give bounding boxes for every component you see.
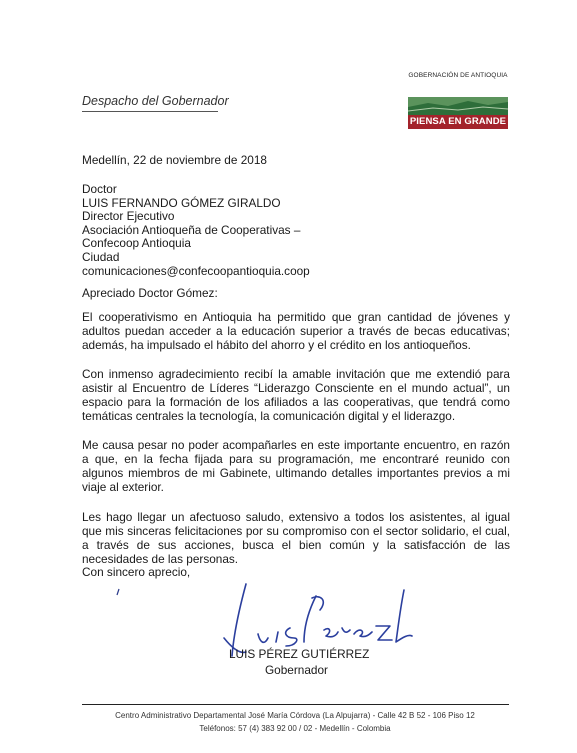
government-name: GOBERNACIÓN DE ANTIOQUIA [408,72,508,79]
logo-green-band [408,97,508,115]
footer-address: Centro Administrativo Departamental José María Córdova (La Alpujarra) - Calle 42 B 52 - 106 Piso 12 [115,711,475,720]
recipient-email: comunicaciones@confecoopantioquia.coop [82,263,310,278]
recipient-line: Asociación Antioqueña de Cooperativas – [82,222,301,237]
salutation: Apreciado Doctor Gómez: [82,286,218,300]
government-logo [408,97,508,133]
footer-divider [82,704,509,705]
office-title: Despacho del Gobernador [82,94,229,108]
recipient-line: Director Ejecutivo [82,209,175,224]
letter-date: Medellín, 22 de noviembre de 2018 [82,153,267,167]
recipient-line: Confecoop Antioquia [82,236,191,251]
recipient-block [82,182,310,277]
recipient-line: Ciudad [82,249,120,264]
recipient-line: LUIS FERNANDO GÓMEZ GIRALDO [82,195,281,210]
signer-name: LUIS PÉREZ GUTIÉRREZ [229,647,370,661]
body-paragraph: Me causa pesar no poder acompañarles en este importante encuentro, en razón a que, en la fecha fijada para su programación, me encontraré reunido con algunos miembros de mi Gabinete, ultimando detalles importantes previos a mi viaje al exterior. [82,438,510,494]
mountain-icon [408,97,508,115]
body-paragraph: Les hago llegar un afectuoso saludo, extensivo a todos los asistentes, al igual que mis sinceras felicitaciones por su compromiso con el sector solidario, el cual, a través de sus acciones, busca el bien común y la satisfacción de las necesidades de las personas. [82,510,510,566]
recipient-line: Doctor [82,182,117,196]
signer-role: Gobernador [265,663,328,677]
footer-phones: Teléfonos: 57 (4) 383 92 00 / 02 - Medellín - Colombia [199,724,391,733]
body-paragraph: Con inmenso agradecimiento recibí la amable invitación que me extendió para asistir al Encuentro de Líderes “Liderazgo Consciente en el mundo actual”, un espacio para la formación de los afiliados a las cooperativas, que tendrá como temáticas centrales la tecnología, la comunicación digital y el liderazgo. [82,367,510,423]
body-paragraph: El cooperativismo en Antioquia ha permitido que gran cantidad de jóvenes y adultos puedan acceder a la educación superior a través de becas educativas; además, ha impulsado el hábito del ahorro y el crédito en los antioqueños. [82,310,510,352]
closing: Con sincero aprecio, [82,565,191,579]
ink-mark-icon [115,588,121,596]
slogan-banner: PIENSA EN GRANDE [409,116,507,127]
office-underline [82,111,218,112]
